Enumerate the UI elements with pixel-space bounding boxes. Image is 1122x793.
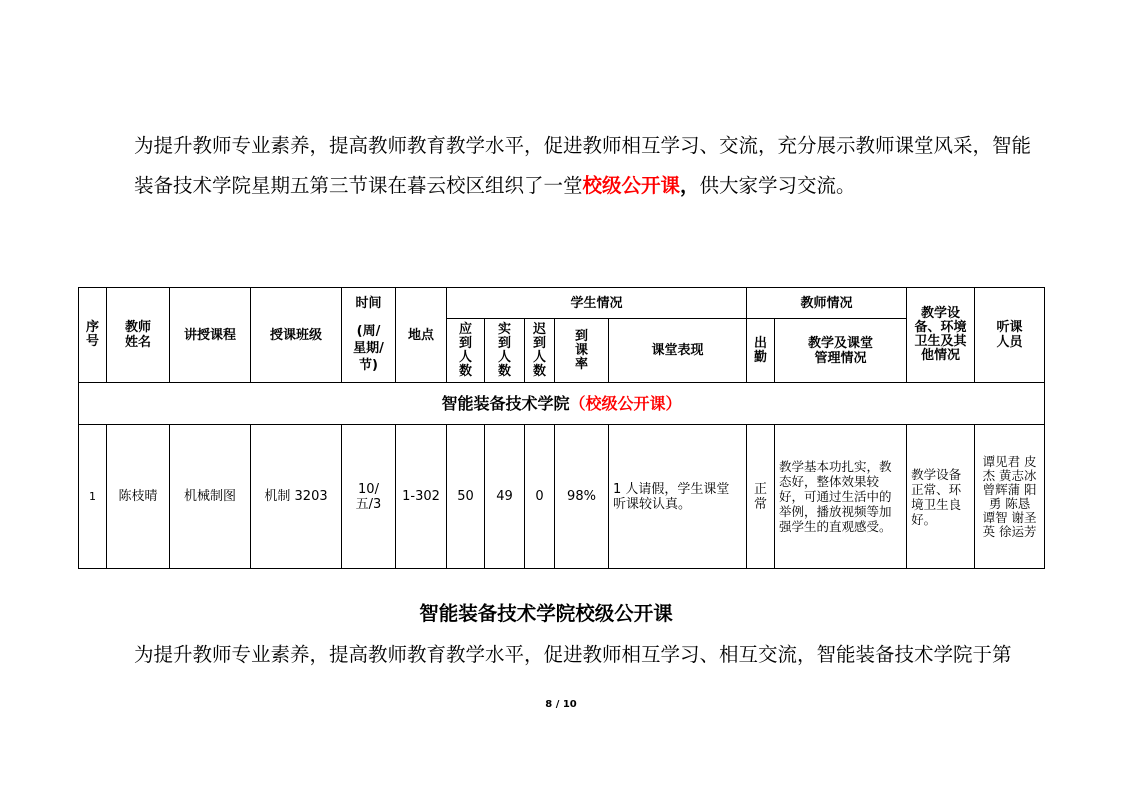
open-class-table xyxy=(78,287,1045,569)
header-teacher-info: 教师情况 xyxy=(747,288,907,319)
second-paragraph: 为提升教师专业素养，提高教师教育教学水平，促进教师相互学习、相互交流，智能装备技术学院于第 xyxy=(134,643,1012,666)
cell-teacher: 陈枝晴 xyxy=(107,425,170,569)
header-expected: 应到人数 xyxy=(447,319,485,383)
header-actual: 实到人数 xyxy=(485,319,525,383)
section-heading: 智能装备技术学院校级公开课 xyxy=(419,602,673,625)
header-place: 地点 xyxy=(396,288,447,383)
header-time xyxy=(342,288,396,383)
section-title: 智能装备技术学院 xyxy=(441,394,570,413)
cell-course: 机械制图 xyxy=(170,425,251,569)
intro-paragraph xyxy=(134,126,1034,206)
cell-equipment: 教学设备正常、环境卫生良好。 xyxy=(907,425,975,569)
cell-performance: 1 人请假，学生课堂听课较认真。 xyxy=(609,425,747,569)
header-class: 授课班级 xyxy=(251,288,342,383)
intro-highlight: 校级公开课 xyxy=(582,174,681,197)
intro-text-before: 为提升教师专业素养，提高教师教育教学水平，促进教师相互学习、交流，充分展示教师课堂风采，智能装备技术学院星期五第三节课在暮云校区组织了一堂 xyxy=(134,134,1032,197)
header-course: 讲授课程 xyxy=(170,288,251,383)
cell-listeners: 谭见君 皮杰 黄志冰 曾辉蒲 阳勇 陈恳 谭智 谢圣英 徐运芳 xyxy=(975,425,1045,569)
page-number: 8 / 10 xyxy=(545,699,577,710)
cell-place: 1-302 xyxy=(396,425,447,569)
cell-seq: 1 xyxy=(79,425,107,569)
cell-actual: 49 xyxy=(485,425,525,569)
header-teacher-name: 教师姓名 xyxy=(107,288,170,383)
header-time-label: 时间 xyxy=(355,296,382,311)
header-student-info: 学生情况 xyxy=(447,288,747,319)
cell-time: 10/五/3 xyxy=(342,425,396,569)
cell-management: 教学基本功扎实，教态好，整体效果较好，可通过生活中的举例，播放视频等加强学生的直观感受。 xyxy=(775,425,907,569)
section-highlight: （校级公开课） xyxy=(569,394,682,413)
intro-comma: ， xyxy=(680,174,700,197)
cell-attendance: 正常 xyxy=(747,425,775,569)
header-listeners: 听课人员 xyxy=(975,288,1045,383)
cell-expected: 50 xyxy=(447,425,485,569)
header-time-sub: (周/星期/节) xyxy=(353,324,384,373)
header-performance: 课堂表现 xyxy=(609,319,747,383)
header-equipment: 教学设备、环境卫生及其他情况 xyxy=(907,288,975,383)
cell-rate: 98% xyxy=(555,425,609,569)
header-attendance: 出勤 xyxy=(747,319,775,383)
cell-late: 0 xyxy=(525,425,555,569)
section-title-row xyxy=(79,383,1045,425)
header-rate: 到课率 xyxy=(555,319,609,383)
header-late: 迟到人数 xyxy=(525,319,555,383)
cell-class: 机制 3203 xyxy=(251,425,342,569)
table-row xyxy=(79,425,1045,569)
header-seq: 序号 xyxy=(79,288,107,383)
header-management: 教学及课堂管理情况 xyxy=(775,319,907,383)
intro-text-after: 供大家学习交流。 xyxy=(699,174,856,197)
